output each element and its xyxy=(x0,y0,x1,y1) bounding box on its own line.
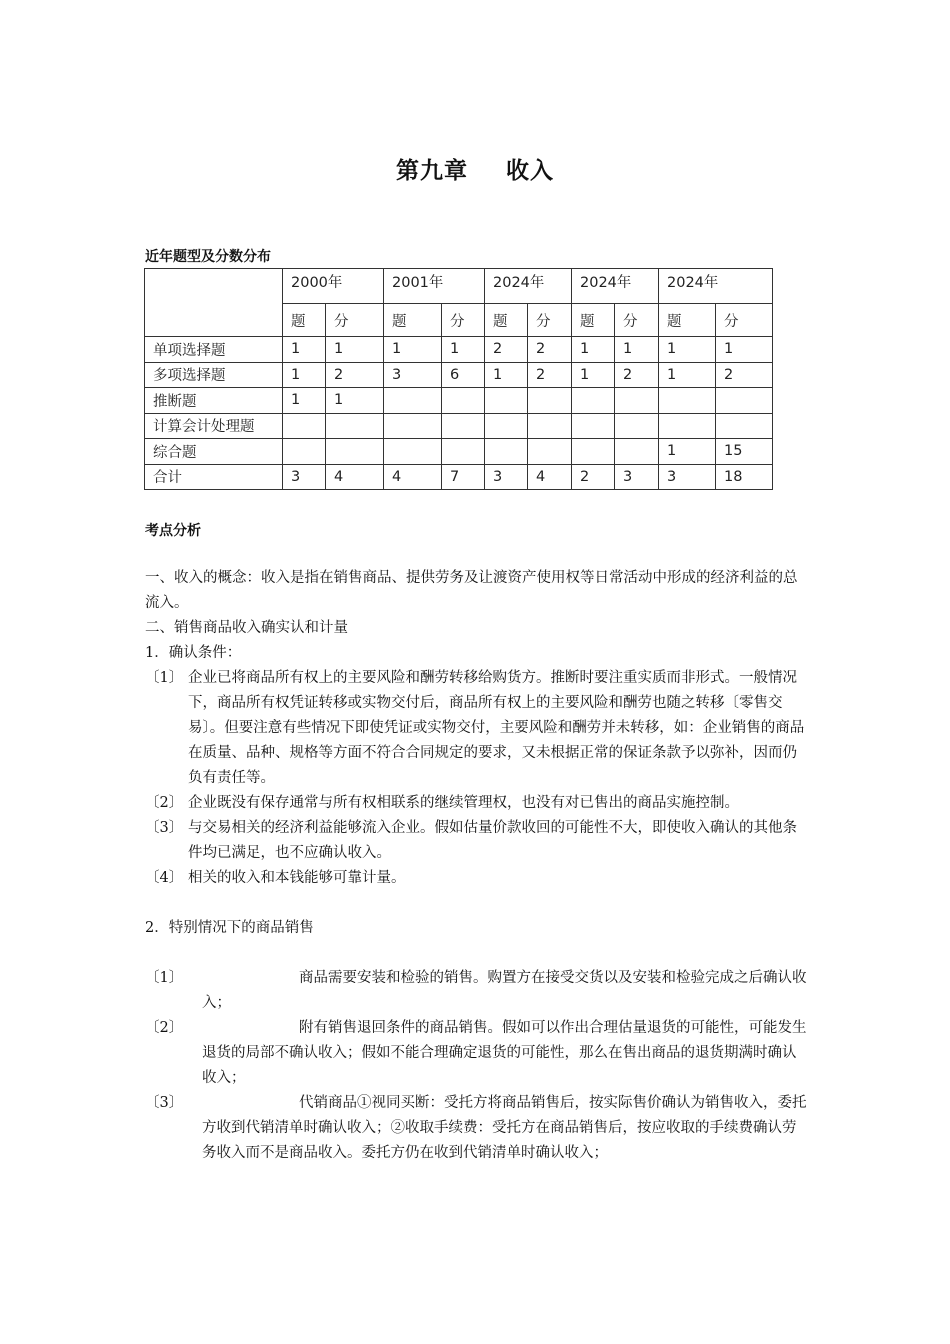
table-cell xyxy=(384,388,442,414)
table-row xyxy=(145,413,773,439)
subheader-cell: 题 xyxy=(659,304,716,337)
list-item xyxy=(145,816,810,866)
content-body xyxy=(145,566,810,1166)
list-item xyxy=(145,1016,810,1091)
list-item xyxy=(145,666,810,791)
list-item-number: 〔3〕 xyxy=(145,820,184,836)
list-item xyxy=(145,866,810,891)
table-corner-cell xyxy=(145,269,283,337)
table-cell: 2 xyxy=(485,337,528,363)
row-label: 计算会计处理题 xyxy=(145,413,283,439)
table-cell: 1 xyxy=(659,337,716,363)
table-cell: 1 xyxy=(283,337,326,363)
year-header: 2001年 xyxy=(384,269,485,304)
table-cell: 1 xyxy=(716,337,773,363)
year-header: 2024年 xyxy=(485,269,572,304)
list-item-number: 〔2〕 xyxy=(145,795,184,811)
row-label: 单项选择题 xyxy=(145,337,283,363)
table-cell: 6 xyxy=(442,362,485,388)
table-cell xyxy=(716,388,773,414)
list-item-number: 〔3〕 xyxy=(145,1095,184,1111)
row-label: 综合题 xyxy=(145,439,283,465)
subheader-cell: 题 xyxy=(283,304,326,337)
table-cell xyxy=(485,439,528,465)
subheader-cell: 分 xyxy=(442,304,485,337)
table-header-row xyxy=(145,269,773,304)
subheader-cell: 分 xyxy=(528,304,572,337)
paragraph-definition: 一、收入的概念：收入是指在销售商品、提供劳务及让渡资产使用权等日常活动中形成的经济利益的总流入。 xyxy=(145,570,798,611)
table-cell xyxy=(485,413,528,439)
list-item-text: 商品需要安装和检验的销售。购置方在接受交货以及安装和检验完成之后确认收入； xyxy=(202,970,807,1011)
table-cell: 1 xyxy=(283,388,326,414)
year-header: 2024年 xyxy=(659,269,773,304)
year-header: 2024年 xyxy=(572,269,659,304)
paragraph-section-two: 二、销售商品收入确实认和计量 xyxy=(145,620,348,636)
score-distribution-table xyxy=(144,268,773,490)
list-item xyxy=(145,966,810,1016)
table-cell xyxy=(442,439,485,465)
table-heading: 近年题型及分数分布 xyxy=(145,249,271,265)
table-row xyxy=(145,464,773,490)
table-cell: 1 xyxy=(326,388,384,414)
list-item-text: 与交易相关的经济利益能够流入企业。假如估量价款收回的可能性不大，即使收入确认的其他条件均已满足，也不应确认收入。 xyxy=(188,820,797,861)
page-title xyxy=(0,152,950,185)
table-row xyxy=(145,362,773,388)
table-cell xyxy=(659,388,716,414)
table-cell: 2 xyxy=(716,362,773,388)
table-cell xyxy=(384,439,442,465)
table-row xyxy=(145,439,773,465)
table-cell: 3 xyxy=(659,464,716,490)
paragraph-special-sales: 2．特别情况下的商品销售 xyxy=(145,920,314,936)
analysis-heading: 考点分析 xyxy=(145,523,201,539)
table-cell: 3 xyxy=(615,464,659,490)
list-item-text: 代销商品①视同买断：受托方将商品销售后，按实际售价确认为销售收入，委托方收到代销清单时确认收入；②收取手续费：受托方在商品销售后，按应收取的手续费确认劳务收入而不是商品收入。委托方仍在收到代销清单时确认收入； xyxy=(202,1095,807,1161)
table-cell: 2 xyxy=(615,362,659,388)
table-cell xyxy=(384,413,442,439)
table-cell: 1 xyxy=(384,337,442,363)
table-cell: 3 xyxy=(384,362,442,388)
table-cell xyxy=(283,413,326,439)
table-cell: 1 xyxy=(659,439,716,465)
table-cell xyxy=(615,439,659,465)
table-cell: 7 xyxy=(442,464,485,490)
table-cell: 18 xyxy=(716,464,773,490)
table-cell: 2 xyxy=(528,337,572,363)
list-item-text: 企业已将商品所有权上的主要风险和酬劳转移给购货方。推断时要注重实质而非形式。一般情况下，商品所有权凭证转移或实物交付后，商品所有权上的主要风险和酬劳也随之转移〔零售交易〕。但要注意有些情况下即使凭证或实物交付，主要风险和酬劳并未转移，如：企业销售的商品在质量、品种、规格等方面不符合合同规定的要求，又未根据正常的保证条款予以弥补，因而仍负有责任等。 xyxy=(188,670,805,786)
table-cell: 1 xyxy=(442,337,485,363)
list-item-text: 企业既没有保存通常与所有权相联系的继续管理权，也没有对已售出的商品实施控制。 xyxy=(188,795,739,811)
table-cell: 1 xyxy=(572,362,615,388)
table-cell: 3 xyxy=(283,464,326,490)
table-cell xyxy=(572,439,615,465)
table-cell xyxy=(716,413,773,439)
subheader-cell: 题 xyxy=(572,304,615,337)
year-header: 2000年 xyxy=(283,269,384,304)
list-item-number: 〔2〕 xyxy=(145,1020,184,1036)
row-label: 合计 xyxy=(145,464,283,490)
table-cell: 1 xyxy=(283,362,326,388)
table-cell: 1 xyxy=(485,362,528,388)
subheader-cell: 分 xyxy=(716,304,773,337)
paragraph-conditions-heading: 1．确认条件： xyxy=(145,645,242,661)
table-cell: 2 xyxy=(326,362,384,388)
table-cell xyxy=(528,439,572,465)
table-cell xyxy=(572,388,615,414)
row-label: 推断题 xyxy=(145,388,283,414)
title-topic: 收入 xyxy=(506,158,554,184)
table-cell xyxy=(528,388,572,414)
table-cell xyxy=(615,388,659,414)
table-cell xyxy=(615,413,659,439)
subheader-cell: 分 xyxy=(615,304,659,337)
table-cell: 3 xyxy=(485,464,528,490)
table-cell xyxy=(326,413,384,439)
subheader-cell: 分 xyxy=(326,304,384,337)
table-cell: 4 xyxy=(384,464,442,490)
list-item-number: 〔1〕 xyxy=(145,970,184,986)
table-cell: 4 xyxy=(326,464,384,490)
table-cell: 4 xyxy=(528,464,572,490)
title-chapter: 第九章 xyxy=(396,158,468,184)
table-cell xyxy=(659,413,716,439)
list-item xyxy=(145,791,810,816)
table-cell: 2 xyxy=(528,362,572,388)
table-cell xyxy=(528,413,572,439)
table-row xyxy=(145,388,773,414)
table-row xyxy=(145,337,773,363)
table-cell: 1 xyxy=(572,337,615,363)
table-cell xyxy=(485,388,528,414)
subheader-cell: 题 xyxy=(384,304,442,337)
list-item xyxy=(145,1091,810,1166)
table-cell: 15 xyxy=(716,439,773,465)
table-cell: 1 xyxy=(326,337,384,363)
list-item-text: 相关的收入和本钱能够可靠计量。 xyxy=(188,870,406,886)
table-cell xyxy=(442,413,485,439)
list-item-number: 〔1〕 xyxy=(145,670,184,686)
table-cell xyxy=(283,439,326,465)
list-item-number: 〔4〕 xyxy=(145,870,184,886)
subheader-cell: 题 xyxy=(485,304,528,337)
table-cell xyxy=(572,413,615,439)
table-cell xyxy=(442,388,485,414)
row-label: 多项选择题 xyxy=(145,362,283,388)
table-cell: 2 xyxy=(572,464,615,490)
list-item-text: 附有销售退回条件的商品销售。假如可以作出合理估量退货的可能性，可能发生退货的局部不确认收入；假如不能合理确定退货的可能性，那么在售出商品的退货期满时确认收入； xyxy=(202,1020,807,1086)
table-cell: 1 xyxy=(659,362,716,388)
table-cell xyxy=(326,439,384,465)
table-cell: 1 xyxy=(615,337,659,363)
